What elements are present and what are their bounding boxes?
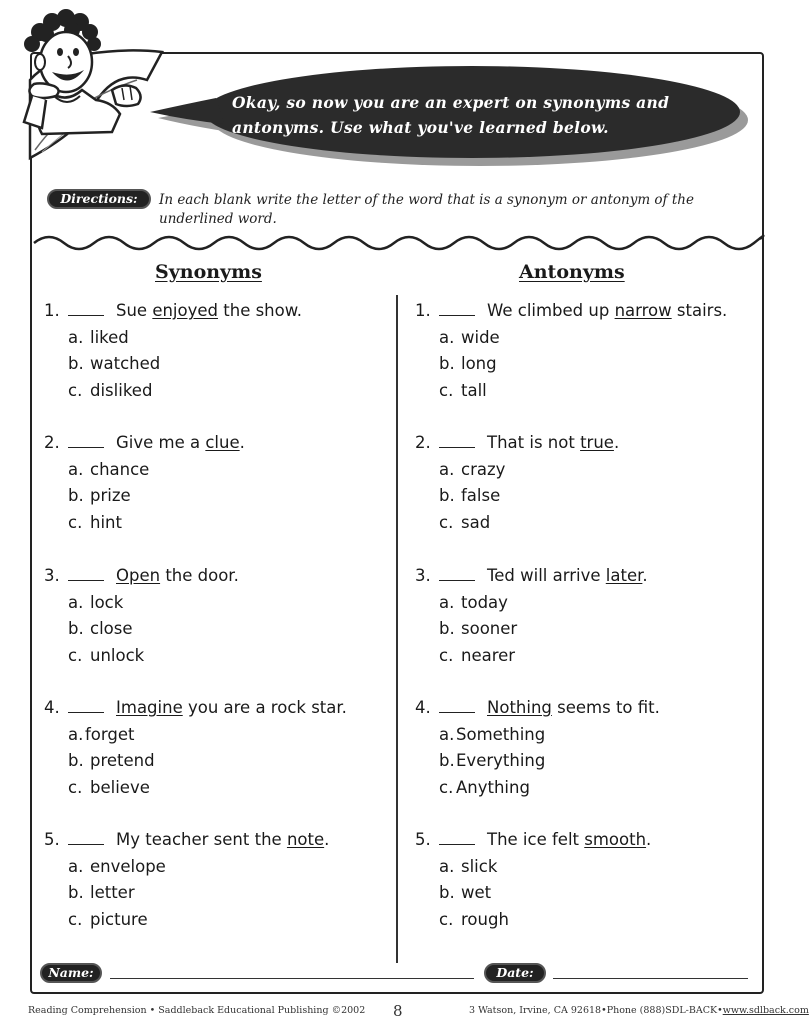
option-text: unlock [90,645,145,665]
option-letter: a. [439,459,455,479]
answer-option [44,510,245,537]
answer-option [44,590,239,617]
option-letter: b. [68,751,84,770]
option-letter: b. [439,883,455,902]
option-text: rough [461,909,509,929]
sentence-end: . [613,433,620,452]
option-text: today [461,592,508,612]
question-stem [44,827,329,854]
question-stem [415,695,660,722]
option-letter: c. [68,777,83,797]
footer-contact [469,1005,809,1016]
answer-option [44,351,302,378]
name-field[interactable] [110,978,474,979]
option-text: lock [90,592,124,612]
synonyms-question-4 [44,695,347,801]
question-stem [44,563,239,590]
option-letter: c. [439,512,454,532]
answer-option [44,457,245,484]
answer-option [44,775,347,802]
answer-option [44,616,239,643]
answer-option [415,325,727,352]
date-field[interactable] [553,978,748,979]
option-letter: a. [439,592,455,612]
answer-option [415,590,648,617]
answer-option [415,457,619,484]
answer-option [415,616,648,643]
option-letter: c. [439,777,454,797]
sentence-end: . [324,830,330,849]
answer-option [44,643,239,670]
option-letter: a. [68,327,84,347]
antonyms-question-3 [415,563,648,669]
answer-option [415,378,727,405]
option-letter: c. [68,909,83,929]
question-stem [415,430,619,457]
option-text: long [461,354,497,373]
sentence-start: My teacher sent the [116,830,287,849]
answer-option [415,748,660,775]
question-number: 3. [415,566,431,585]
option-text: Everything [456,751,546,770]
sentence-end: you are a rock star. [182,698,347,717]
answer-blank[interactable] [68,831,104,845]
answer-option [415,854,651,881]
option-text: nearer [461,645,516,665]
answer-blank[interactable] [68,699,104,713]
synonyms-question-2 [44,430,245,536]
boy-character-illustration [12,4,152,164]
page-number: 8 [393,1002,403,1020]
question-number: 1. [415,301,431,320]
date-label: Date: [484,963,546,983]
option-letter: c. [439,645,454,665]
option-letter: a. [68,724,84,744]
sentence-start: We climbed up [487,301,615,320]
option-letter: c. [439,380,454,400]
antonyms-question-4 [415,695,660,801]
underlined-word: note [286,830,325,849]
option-text: envelope [90,856,166,876]
underlined-word: true [580,433,614,452]
option-text: false [461,486,501,505]
option-text: tall [461,380,487,400]
option-text: sad [461,512,491,532]
option-letter: c. [439,909,454,929]
option-text: wet [461,883,492,902]
option-text: disliked [90,380,153,400]
sentence-end: the show. [218,301,302,320]
underlined-word: smooth [584,830,647,849]
answer-option [44,325,302,352]
underlined-word: Open [116,566,161,585]
option-letter: a. [68,856,84,876]
answer-blank[interactable] [439,831,475,845]
option-text: close [90,619,133,638]
sentence-start: Give me a [116,433,206,452]
antonyms-question-1 [415,298,727,404]
underlined-word: enjoyed [152,301,219,320]
option-letter: a. [439,327,455,347]
question-number: 1. [44,301,60,320]
option-text: prize [90,486,131,505]
option-letter: b. [68,619,84,638]
question-number: 4. [415,698,431,717]
question-number: 2. [44,433,60,452]
option-letter: b. [439,619,455,638]
sentence-end: . [239,433,245,452]
question-stem [44,695,347,722]
sentence-start: That is not [487,433,581,452]
synonyms-question-3 [44,563,239,669]
option-letter: b. [68,486,84,505]
antonyms-question-2 [415,430,619,536]
sentence-end: . [646,830,652,849]
option-letter: b. [439,751,455,770]
sentence-start: Sue [116,301,153,320]
option-text: Anything [456,777,530,797]
option-letter: c. [68,380,83,400]
answer-blank[interactable] [68,302,104,316]
question-number: 5. [415,830,431,849]
answer-blank[interactable] [439,302,475,316]
footer-website-link[interactable]: www.sdlback.com [722,1005,809,1016]
option-letter: b. [439,354,455,373]
option-text: chance [90,459,150,479]
sentence-end: stairs. [671,301,728,320]
synonyms-question-1 [44,298,302,404]
underlined-word: Nothing [487,698,552,717]
synonyms-question-5 [44,827,329,933]
answer-option [415,722,660,749]
synonyms-heading: Synonyms [155,261,262,283]
question-stem [415,563,648,590]
option-text: picture [90,909,148,929]
answer-option [415,351,727,378]
option-text: watched [90,354,161,373]
answer-option [44,907,329,934]
sentence-start: Ted will arrive [487,566,606,585]
speech-line-1: Okay, so now you are an expert on synonyms and [232,93,670,112]
directions-text: In each blank write the letter of the word that is a synonym or antonym of the underlined word. [159,192,694,227]
answer-option [415,907,651,934]
answer-option [415,483,619,510]
option-text: believe [90,777,150,797]
sentence-start: The ice felt [487,830,585,849]
answer-blank[interactable] [439,434,475,448]
option-text: crazy [461,459,506,479]
speech-line-2: antonyms. Use what you've learned below. [232,118,609,137]
footer-address: 3 Watson, Irvine, CA 92618•Phone (888)SDL-BACK• [469,1005,723,1016]
answer-option [415,880,651,907]
question-stem [415,298,727,325]
directions-label: Directions: [47,189,151,209]
underlined-word: Imagine [116,698,183,717]
answer-option [44,722,347,749]
option-text: pretend [90,751,155,770]
option-letter: b. [439,486,455,505]
question-number: 3. [44,566,60,585]
question-stem [44,298,302,325]
option-letter: a. [439,856,455,876]
question-number: 5. [44,830,60,849]
option-text: wide [461,327,500,347]
answer-blank[interactable] [439,699,475,713]
option-text: forget [85,724,135,744]
question-number: 4. [44,698,60,717]
sentence-end: the door. [160,566,239,585]
question-number: 2. [415,433,431,452]
speech-bubble-text [232,90,722,140]
underlined-word: later [605,566,643,585]
option-letter: a. [439,724,455,744]
option-text: sooner [461,619,518,638]
underlined-word: clue [205,433,240,452]
column-divider [396,295,398,963]
question-stem [415,827,651,854]
answer-option [44,378,302,405]
name-label: Name: [40,963,102,983]
option-text: slick [461,856,498,876]
option-text: hint [90,512,122,532]
question-stem [44,430,245,457]
answer-option [415,510,619,537]
wavy-divider [34,229,760,251]
answer-blank[interactable] [68,434,104,448]
option-text: Something [456,724,546,744]
option-letter: c. [68,512,83,532]
option-letter: b. [68,354,84,373]
option-text: letter [90,883,135,902]
answer-option [44,483,245,510]
answer-option [415,775,660,802]
underlined-word: narrow [614,301,672,320]
answer-blank[interactable] [68,567,104,581]
sentence-end: seems to fit. [551,698,660,717]
option-text: liked [90,327,129,347]
antonyms-question-5 [415,827,651,933]
option-letter: a. [68,459,84,479]
footer-publisher: Reading Comprehension • Saddleback Educational Publishing ©2002 [28,1005,366,1016]
antonyms-heading: Antonyms [519,261,625,283]
answer-option [44,854,329,881]
answer-option [44,748,347,775]
answer-option [44,880,329,907]
answer-option [415,643,648,670]
answer-blank[interactable] [439,567,475,581]
sentence-end: . [642,566,648,585]
option-letter: b. [68,883,84,902]
option-letter: a. [68,592,84,612]
option-letter: c. [68,645,83,665]
